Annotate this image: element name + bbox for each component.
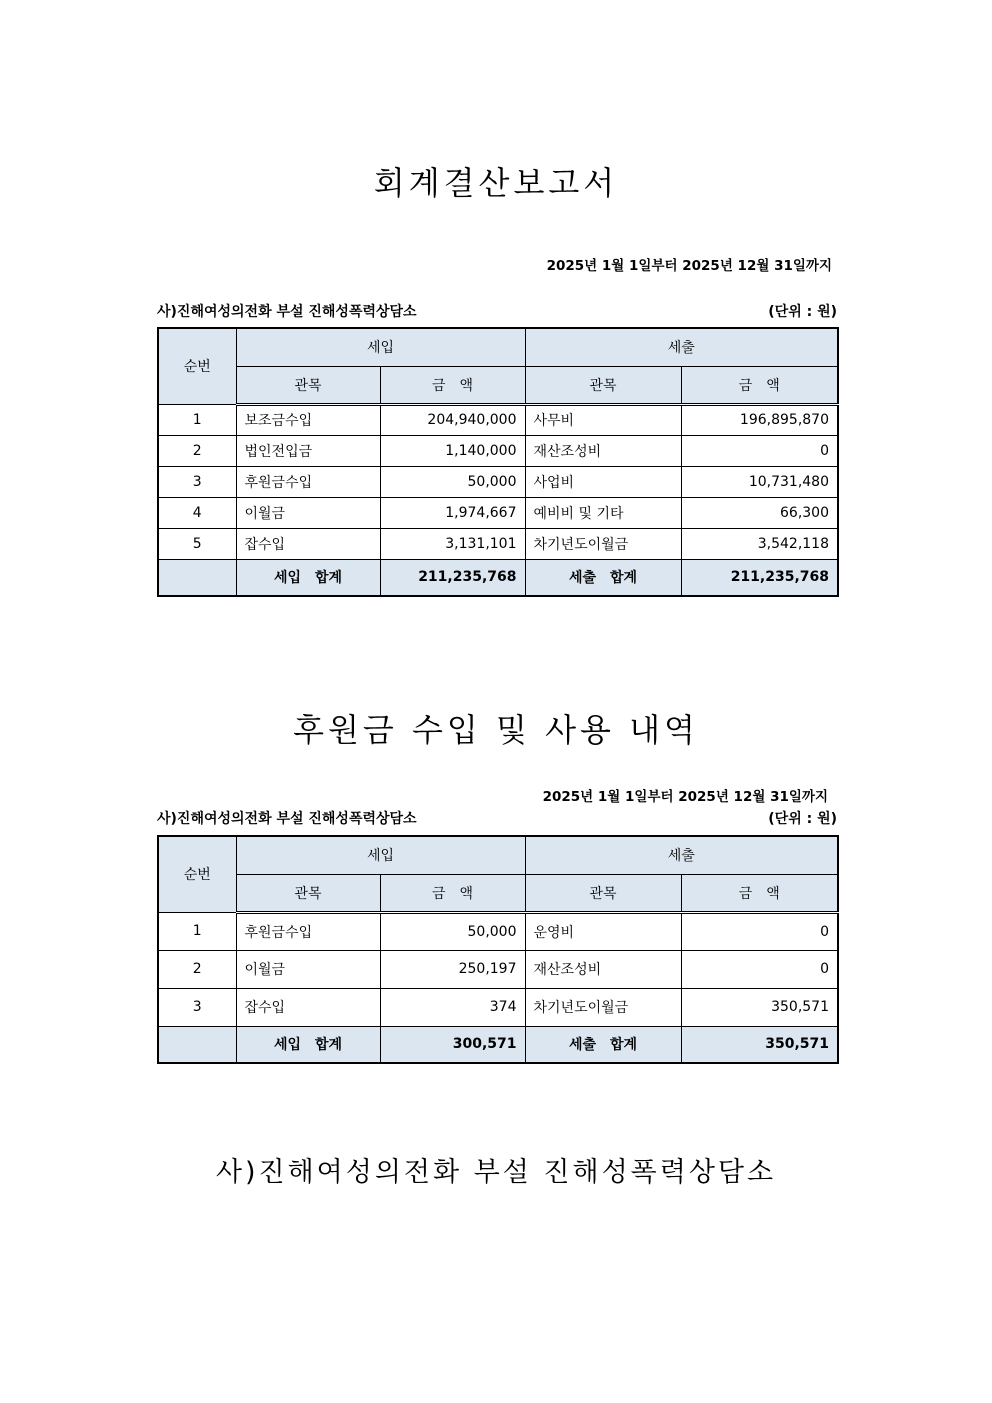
donation-period: 2025년 1월 1일부터 2025년 12월 31일까지 <box>542 789 828 805</box>
expense-total-label: 세출 합계 <box>525 559 681 596</box>
expense-total-label: 세출 합계 <box>525 1026 681 1063</box>
header-income: 세입 <box>236 328 525 366</box>
row-no: 5 <box>158 528 236 559</box>
header-income-amount: 금 액 <box>380 874 525 912</box>
expense-item: 운영비 <box>525 912 681 950</box>
report-title: 회계결산보고서 <box>373 164 619 202</box>
income-total-label: 세입 합계 <box>236 559 380 596</box>
expense-amount: 66,300 <box>681 497 838 528</box>
donation-unit: (단위 : 원) <box>768 811 837 827</box>
income-total-amount: 211,235,768 <box>380 559 525 596</box>
report-table <box>157 327 839 597</box>
table-row <box>158 497 838 528</box>
income-item: 잡수입 <box>236 988 380 1026</box>
income-item: 이월금 <box>236 497 380 528</box>
expense-amount: 196,895,870 <box>681 404 838 435</box>
table-row <box>158 404 838 435</box>
total-row <box>158 559 838 596</box>
header-expense-amount: 금 액 <box>681 366 838 404</box>
table-row <box>158 466 838 497</box>
table-row <box>158 950 838 988</box>
table-row <box>158 988 838 1026</box>
header-expense-item: 관목 <box>525 874 681 912</box>
total-row <box>158 1026 838 1063</box>
expense-item: 재산조성비 <box>525 435 681 466</box>
header-income-item: 관목 <box>236 874 380 912</box>
expense-amount: 350,571 <box>681 988 838 1026</box>
expense-item: 예비비 및 기타 <box>525 497 681 528</box>
donation-title: 후원금 수입 및 사용 내역 <box>293 711 699 749</box>
income-amount: 1,140,000 <box>380 435 525 466</box>
row-no: 2 <box>158 435 236 466</box>
row-no: 2 <box>158 950 236 988</box>
expense-amount: 0 <box>681 950 838 988</box>
footer-org: 사)진해여성의전화 부설 진해성폭력상담소 <box>215 1157 777 1188</box>
expense-total-amount: 350,571 <box>681 1026 838 1063</box>
report-org-line <box>157 301 837 321</box>
income-amount: 50,000 <box>380 466 525 497</box>
header-income-item: 관목 <box>236 366 380 404</box>
expense-item: 차기년도이월금 <box>525 988 681 1026</box>
expense-amount: 10,731,480 <box>681 466 838 497</box>
income-item: 이월금 <box>236 950 380 988</box>
income-amount: 3,131,101 <box>380 528 525 559</box>
report-period: 2025년 1월 1일부터 2025년 12월 31일까지 <box>546 258 832 274</box>
header-income: 세입 <box>236 836 525 874</box>
header-expense: 세출 <box>525 328 838 366</box>
report-unit: (단위 : 원) <box>768 304 837 320</box>
expense-total-amount: 211,235,768 <box>681 559 838 596</box>
total-row-no <box>158 1026 236 1063</box>
table-row <box>158 528 838 559</box>
donation-org: 사)진해여성의전화 부설 진해성폭력상담소 <box>157 811 417 827</box>
expense-item: 사무비 <box>525 404 681 435</box>
expense-amount: 0 <box>681 435 838 466</box>
donation-table <box>157 835 839 1064</box>
header-expense: 세출 <box>525 836 838 874</box>
income-item: 후원금수입 <box>236 466 380 497</box>
income-total-amount: 300,571 <box>380 1026 525 1063</box>
income-amount: 204,940,000 <box>380 404 525 435</box>
income-amount: 374 <box>380 988 525 1026</box>
income-total-label: 세입 합계 <box>236 1026 380 1063</box>
header-no: 순번 <box>158 836 236 912</box>
total-row-no <box>158 559 236 596</box>
header-income-amount: 금 액 <box>380 366 525 404</box>
row-no: 3 <box>158 988 236 1026</box>
header-no: 순번 <box>158 328 236 404</box>
expense-item: 차기년도이월금 <box>525 528 681 559</box>
income-item: 후원금수입 <box>236 912 380 950</box>
income-item: 잡수입 <box>236 528 380 559</box>
report-org: 사)진해여성의전화 부설 진해성폭력상담소 <box>157 304 417 320</box>
expense-item: 사업비 <box>525 466 681 497</box>
income-item: 보조금수입 <box>236 404 380 435</box>
income-amount: 250,197 <box>380 950 525 988</box>
header-expense-item: 관목 <box>525 366 681 404</box>
expense-item: 재산조성비 <box>525 950 681 988</box>
income-amount: 50,000 <box>380 912 525 950</box>
donation-org-line <box>157 808 837 828</box>
header-expense-amount: 금 액 <box>681 874 838 912</box>
income-item: 법인전입금 <box>236 435 380 466</box>
expense-amount: 3,542,118 <box>681 528 838 559</box>
table-row <box>158 435 838 466</box>
row-no: 4 <box>158 497 236 528</box>
income-amount: 1,974,667 <box>380 497 525 528</box>
row-no: 1 <box>158 404 236 435</box>
expense-amount: 0 <box>681 912 838 950</box>
table-row <box>158 912 838 950</box>
row-no: 1 <box>158 912 236 950</box>
row-no: 3 <box>158 466 236 497</box>
